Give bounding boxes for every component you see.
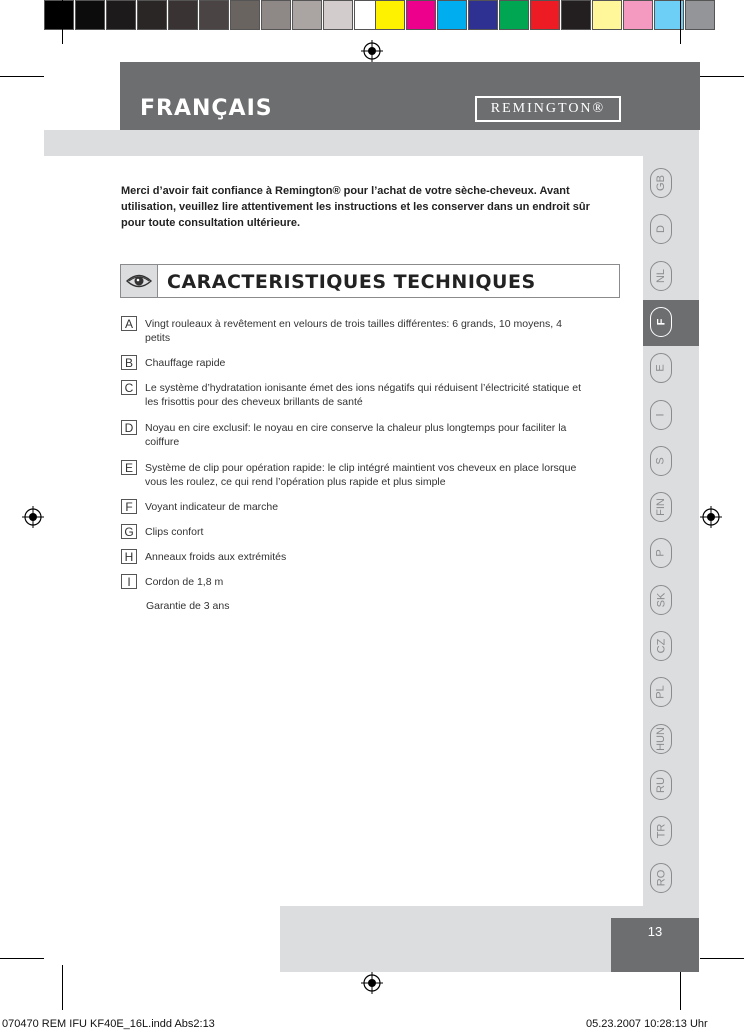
language-tab-label: RU (654, 776, 667, 793)
language-tab-p[interactable] (650, 538, 672, 568)
language-tab-sk[interactable] (650, 585, 672, 615)
language-tab-i[interactable] (650, 400, 672, 430)
language-tab-label: I (655, 412, 667, 417)
feature-letter: B (121, 355, 137, 370)
feature-letter: H (121, 549, 137, 564)
eye-icon (121, 265, 157, 297)
language-tab-hun[interactable] (650, 724, 672, 754)
feature-letter: G (121, 524, 137, 539)
page-header (120, 62, 700, 130)
feature-text: Système de clip pour opération rapide: le clip intégré maintient vos cheveux en place lorsque vous les roulez, ce qui rend l’opération plus rapide et plus simple (145, 462, 577, 488)
process-swatch (437, 0, 467, 30)
language-tab-label: TR (654, 823, 667, 839)
page-frame-top (44, 130, 699, 156)
feature-text: Le système d’hydratation ionisante émet des ions négatifs qui réduisent l’électricité statique et les frisottis pour des cheveux brillants de santé (145, 382, 581, 408)
gray-swatch (137, 0, 167, 30)
language-tab-label: GB (655, 175, 667, 191)
process-color-bar (375, 0, 716, 30)
remington-logo: REMINGTON® (475, 96, 621, 122)
footer-file-info: 070470 REM IFU KF40E_16L.indd Abs2:13 (2, 1018, 215, 1030)
crop-mark (700, 76, 744, 77)
footer-timestamp: 05.23.2007 10:28:13 Uhr (586, 1018, 708, 1030)
section-title: CARACTERISTIQUES TECHNIQUES (167, 271, 536, 293)
feature-letter: A (121, 316, 137, 331)
process-swatch (375, 0, 405, 30)
page-title: FRANÇAIS (140, 96, 273, 121)
process-swatch (623, 0, 653, 30)
crop-mark (62, 0, 63, 44)
gray-swatch (199, 0, 229, 30)
feature-letter: C (121, 380, 137, 395)
warranty-text: Garantie de 3 ans (146, 600, 230, 612)
language-tab-gb[interactable] (650, 168, 672, 198)
gray-swatch (261, 0, 291, 30)
language-tab-label: SK (655, 592, 667, 608)
process-swatch (499, 0, 529, 30)
language-tab-label: P (655, 549, 667, 558)
registration-mark-icon (700, 506, 722, 528)
language-tab-e[interactable] (650, 353, 672, 383)
language-tab-fin[interactable] (650, 492, 672, 522)
registration-mark-icon (22, 506, 44, 528)
feature-text: Cordon de 1,8 m (145, 576, 224, 588)
process-swatch (530, 0, 560, 30)
registration-mark-icon (361, 972, 383, 994)
language-tab-label: HUN (655, 726, 667, 751)
feature-text: Clips confort (145, 526, 204, 538)
crop-mark (0, 958, 44, 959)
language-tab-label: PL (655, 685, 667, 700)
crop-mark (700, 958, 744, 959)
gray-swatch (44, 0, 74, 30)
section-header (120, 264, 620, 298)
gray-swatch (168, 0, 198, 30)
language-tab-f[interactable] (650, 307, 672, 337)
feature-letter: D (121, 420, 137, 435)
language-tab-label: E (655, 364, 667, 372)
language-tab-cz[interactable] (650, 631, 672, 661)
feature-text: Vingt rouleaux à revêtement en velours de trois tailles différentes: 6 grands, 10 moyens, 4 petits (145, 318, 562, 344)
language-tab-label: FIN (654, 498, 667, 516)
gray-swatch (323, 0, 353, 30)
gray-swatch (106, 0, 136, 30)
process-swatch (685, 0, 715, 30)
feature-text: Noyau en cire exclusif: le noyau en cire conserve la chaleur plus longtemps pour faciliter la coiffure (145, 422, 567, 448)
language-tab-label: F (654, 318, 667, 326)
gray-swatch (292, 0, 322, 30)
process-swatch (561, 0, 591, 30)
crop-mark (0, 76, 44, 77)
crop-mark (680, 0, 681, 44)
page-number-box (611, 918, 699, 972)
language-tab-label: CZ (654, 638, 667, 654)
crop-mark (62, 965, 63, 1010)
language-tab-label: NL (655, 268, 667, 283)
process-swatch (468, 0, 498, 30)
language-tab-ro[interactable] (650, 863, 672, 893)
registration-mark-icon (361, 40, 383, 62)
feature-text: Anneaux froids aux extrémités (145, 551, 287, 563)
language-tab-ru[interactable] (650, 770, 672, 800)
gray-color-bar (44, 0, 385, 30)
feature-letter: E (121, 460, 137, 475)
gray-swatch (230, 0, 260, 30)
language-tab-label: S (655, 457, 667, 465)
page-number: 13 (647, 924, 663, 939)
feature-letter: F (121, 499, 137, 514)
process-swatch (592, 0, 622, 30)
language-tab-s[interactable] (650, 446, 672, 476)
feature-letter: I (121, 574, 137, 589)
gray-swatch (75, 0, 105, 30)
language-tab-nl[interactable] (650, 261, 672, 291)
language-tab-label: D (654, 225, 667, 234)
section-icon-box (121, 265, 158, 297)
feature-text: Chauffage rapide (145, 357, 226, 369)
feature-text: Voyant indicateur de marche (145, 501, 279, 513)
language-tab-d[interactable] (650, 214, 672, 244)
intro-paragraph: Merci d’avoir fait confiance à Remington® pour l’achat de votre sèche-cheveux. Avant utilisation, veuillez lire attentivement les instructions et les conserver dans un endroit sûr pour toute consultation ultérieure. (121, 185, 590, 229)
language-tab-tr[interactable] (650, 816, 672, 846)
language-tab-label: RO (655, 869, 667, 886)
language-tab-pl[interactable] (650, 677, 672, 707)
process-swatch (406, 0, 436, 30)
